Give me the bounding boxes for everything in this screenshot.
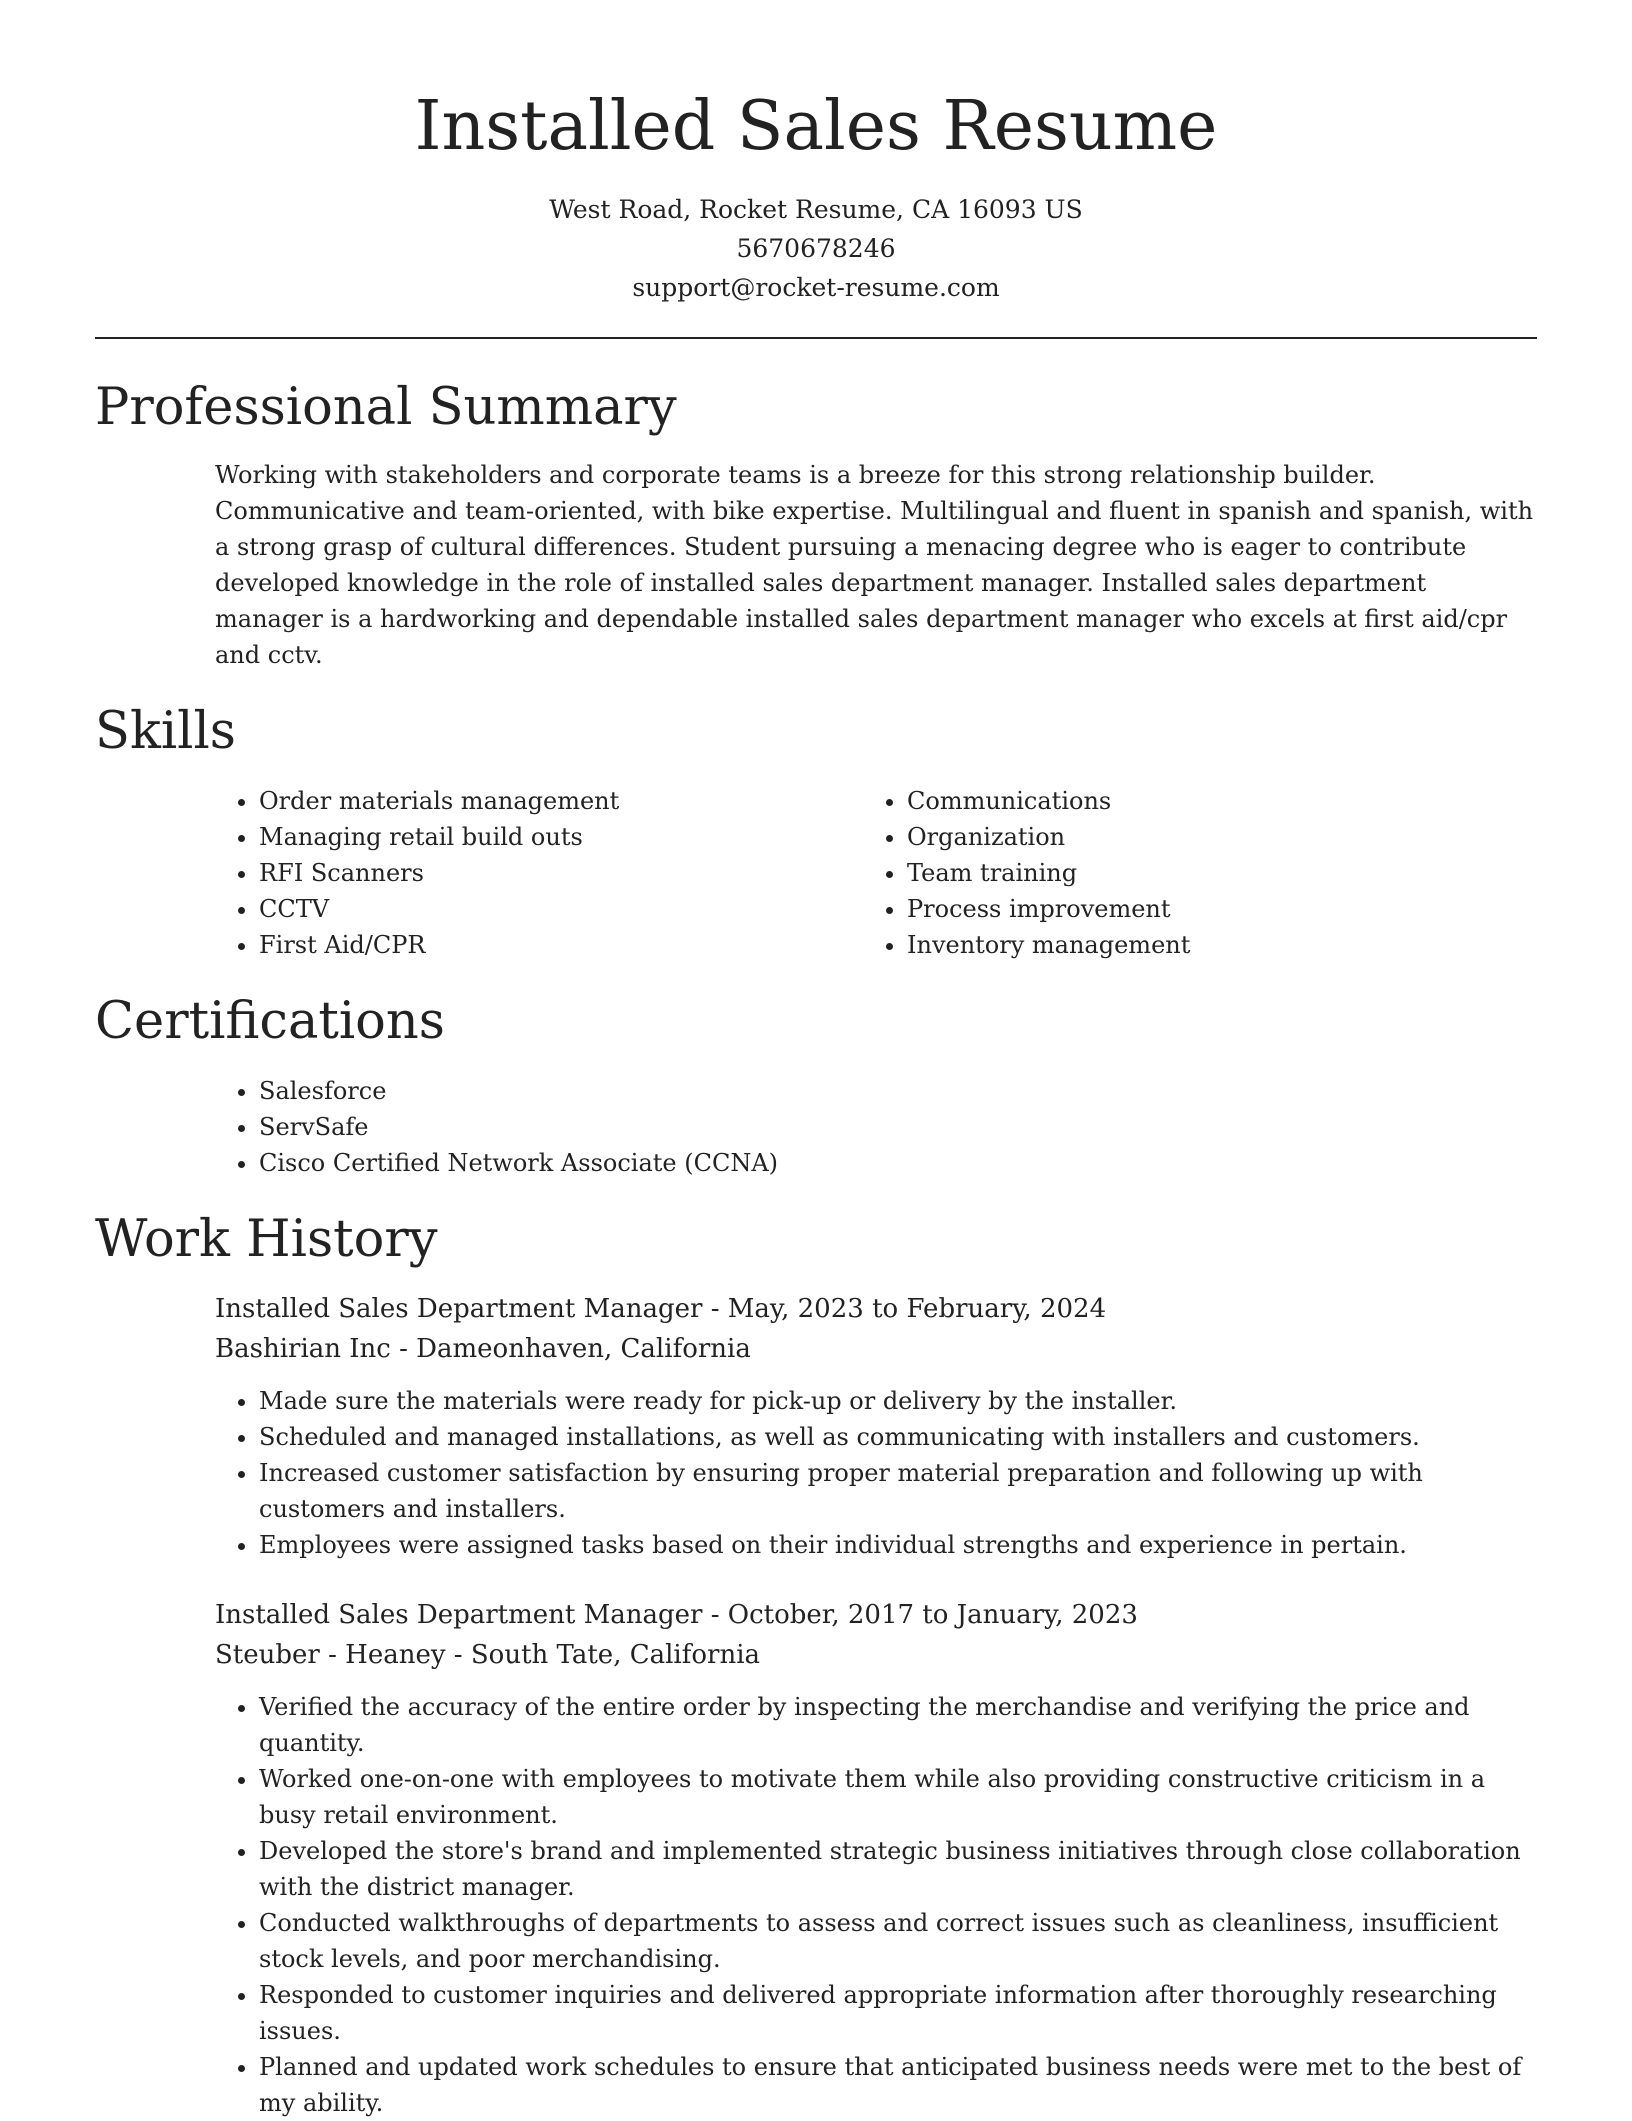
skills-list-left: [215, 783, 863, 963]
skill-item: • Communications: [907, 783, 1511, 819]
contact-info: [95, 190, 1537, 307]
address-text: West Road, Rocket Resume, CA 16093 US: [549, 195, 1083, 224]
summary-heading: Professional Summary: [95, 378, 677, 437]
skill-item: • Managing retail build outs: [259, 819, 863, 855]
skills-grid: [215, 783, 1537, 963]
skill-item: • Process improvement: [907, 891, 1511, 927]
job-bullet: • Made sure the materials were ready for pick-up or delivery by the installer.: [259, 1383, 1537, 1419]
job-bullet: • Worked one-on-one with employees to motivate them while also providing constructive criticism in a busy retail environment.: [259, 1761, 1537, 1833]
skill-item: • Order materials management: [259, 783, 863, 819]
skill-item: • Inventory management: [907, 927, 1511, 963]
skills-heading: Skills: [95, 702, 236, 761]
job-bullet: • Increased customer satisfaction by ensuring proper material preparation and following up with customers and installers.: [259, 1455, 1537, 1527]
work-history-section: [95, 1209, 1537, 2121]
certifications-heading: Certifications: [95, 992, 445, 1051]
skill-item: • CCTV: [259, 891, 863, 927]
certification-item: • Cisco Certified Network Associate (CCNA): [259, 1145, 1537, 1181]
skill-item: • Team training: [907, 855, 1511, 891]
skill-item: • Organization: [907, 819, 1511, 855]
job-bullet-list: [215, 1383, 1537, 1563]
job-bullet: • Planned and updated work schedules to ensure that anticipated business needs were met to the best of my ability.: [259, 2049, 1537, 2121]
job-company-line: Steuber - Heaney - South Tate, California: [215, 1640, 761, 1670]
summary-text: Working with stakeholders and corporate teams is a breeze for this strong relationship builder. Communicative and team-oriented, with bike expertise. Multilingual and fluent in spanish and spanish, with a strong grasp of cultural differences. Student pursuing a menacing degree who is eager to contribute developed knowledge in the role of installed sales department manager. Installed sales department manager is a hardworking and dependable installed sales department manager who excels at first aid/cpr and cctv.: [215, 461, 1534, 669]
skills-list-right: [863, 783, 1511, 963]
resume-title: Installed Sales Resume: [414, 87, 1218, 166]
job-bullet-list: [215, 1689, 1537, 2121]
job-bullet: • Verified the accuracy of the entire order by inspecting the merchandise and verifying the price and quantity.: [259, 1689, 1537, 1761]
job-company-line: Bashirian Inc - Dameonhaven, California: [215, 1334, 751, 1364]
job-bullet: • Responded to customer inquiries and delivered appropriate information after thoroughly researching issues.: [259, 1977, 1537, 2049]
job-bullet: • Developed the store's brand and implemented strategic business initiatives through close collaboration with the district manager.: [259, 1833, 1537, 1905]
certification-item: • Salesforce: [259, 1073, 1537, 1109]
certification-item: • ServSafe: [259, 1109, 1537, 1145]
job-bullet: • Employees were assigned tasks based on their individual strengths and experience in pertain.: [259, 1527, 1537, 1563]
skills-column-right: [863, 783, 1511, 963]
email-text: support@rocket-resume.com: [632, 273, 1000, 302]
certifications-list: [215, 1073, 1537, 1181]
job-entry: [215, 1595, 1537, 2121]
summary-section: [95, 377, 1537, 673]
skill-item: • RFI Scanners: [259, 855, 863, 891]
header-divider: [95, 337, 1537, 339]
skill-item: • First Aid/CPR: [259, 927, 863, 963]
job-bullet: • Scheduled and managed installations, as well as communicating with installers and customers.: [259, 1419, 1537, 1455]
job-bullet: • Conducted walkthroughs of departments to assess and correct issues such as cleanliness, insufficient stock levels, and poor merchandising.: [259, 1905, 1537, 1977]
resume-header: [95, 0, 1537, 307]
work-history-heading: Work History: [95, 1210, 438, 1269]
job-title-line: Installed Sales Department Manager - October, 2017 to January, 2023: [215, 1600, 1138, 1630]
skills-section: [95, 701, 1537, 963]
certifications-section: [95, 991, 1537, 1181]
skills-column-left: [215, 783, 863, 963]
job-entry: [215, 1289, 1537, 1563]
job-title-line: Installed Sales Department Manager - May, 2023 to February, 2024: [215, 1294, 1107, 1324]
phone-text: 5670678246: [736, 234, 896, 263]
